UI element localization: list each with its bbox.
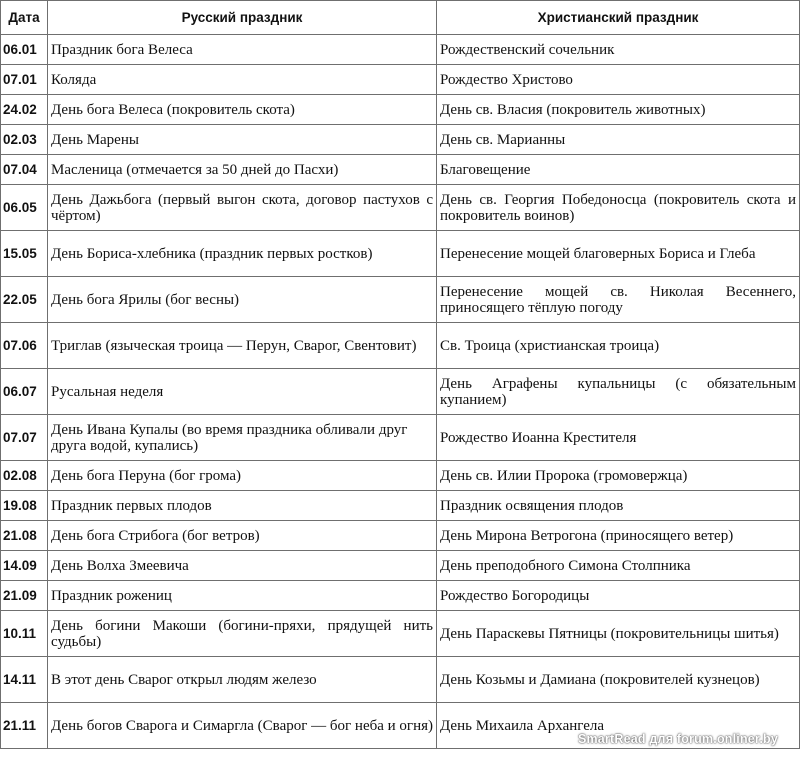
- header-russian: Русский праздник: [48, 1, 437, 35]
- russian-holiday-cell: День Марены: [48, 125, 437, 155]
- date-cell: 14.09: [1, 551, 48, 581]
- christian-holiday-cell: Рождественский сочельник: [437, 35, 800, 65]
- date-cell: 06.07: [1, 369, 48, 415]
- christian-holiday-cell: День преподобного Симона Столпника: [437, 551, 800, 581]
- date-cell: 14.11: [1, 657, 48, 703]
- russian-holiday-cell: Масленица (отмечается за 50 дней до Пасхи): [48, 155, 437, 185]
- russian-holiday-cell: День богини Макоши (богини-пряхи, прядущей нить судьбы): [48, 611, 437, 657]
- date-cell: 07.04: [1, 155, 48, 185]
- table-row: [1, 491, 800, 521]
- christian-holiday-cell: День Параскевы Пятницы (покровительницы шитья): [437, 611, 800, 657]
- christian-holiday-cell: Рождество Христово: [437, 65, 800, 95]
- russian-holiday-cell: День Бориса-хлебника (праздник первых ростков): [48, 231, 437, 277]
- russian-holiday-cell: День бога Стрибога (бог ветров): [48, 521, 437, 551]
- date-cell: 21.11: [1, 703, 48, 749]
- date-cell: 15.05: [1, 231, 48, 277]
- christian-holiday-cell: Благовещение: [437, 155, 800, 185]
- watermark: SmartRead для forum.onliner.by: [577, 732, 778, 746]
- russian-holiday-cell: В этот день Сварог открыл людям железо: [48, 657, 437, 703]
- russian-holiday-cell: Триглав (языческая троица — Перун, Сварог, Свентовит): [48, 323, 437, 369]
- table-row: [1, 521, 800, 551]
- christian-holiday-cell: День Мирона Ветрогона (приносящего ветер): [437, 521, 800, 551]
- christian-holiday-cell: День св. Марианны: [437, 125, 800, 155]
- christian-holiday-cell: Перенесение мощей св. Николая Весеннего, приносящего тёплую погоду: [437, 277, 800, 323]
- russian-holiday-cell: День Волха Змеевича: [48, 551, 437, 581]
- russian-holiday-cell: День бога Перуна (бог грома): [48, 461, 437, 491]
- christian-holiday-cell: День Аграфены купальницы (с обязательным купанием): [437, 369, 800, 415]
- table-row: [1, 323, 800, 369]
- russian-holiday-cell: Русальная неделя: [48, 369, 437, 415]
- table-row: [1, 581, 800, 611]
- christian-holiday-cell: День Козьмы и Дамиана (покровителей кузнецов): [437, 657, 800, 703]
- table-row: [1, 415, 800, 461]
- table-row: [1, 95, 800, 125]
- christian-holiday-cell: Св. Троица (христианская троица): [437, 323, 800, 369]
- russian-holiday-cell: День богов Сварога и Симаргла (Сварог — бог неба и огня): [48, 703, 437, 749]
- christian-holiday-cell: Перенесение мощей благоверных Бориса и Глеба: [437, 231, 800, 277]
- russian-holiday-cell: День бога Велеса (покровитель скота): [48, 95, 437, 125]
- table-row: [1, 551, 800, 581]
- table-row: [1, 125, 800, 155]
- date-cell: 07.07: [1, 415, 48, 461]
- table-row: [1, 231, 800, 277]
- date-cell: 02.08: [1, 461, 48, 491]
- table-row: [1, 657, 800, 703]
- header-christian: Христианский праздник: [437, 1, 800, 35]
- russian-holiday-cell: Праздник рожениц: [48, 581, 437, 611]
- table-row: [1, 155, 800, 185]
- christian-holiday-cell: День Михаила Архангела: [437, 703, 800, 749]
- table-row: [1, 461, 800, 491]
- date-cell: 10.11: [1, 611, 48, 657]
- russian-holiday-cell: День Дажьбога (первый выгон скота, договор пастухов с чёртом): [48, 185, 437, 231]
- date-cell: 24.02: [1, 95, 48, 125]
- christian-holiday-cell: Рождество Богородицы: [437, 581, 800, 611]
- header-date: Дата: [1, 1, 48, 35]
- russian-holiday-cell: Праздник первых плодов: [48, 491, 437, 521]
- christian-holiday-cell: День св. Илии Пророка (громовержца): [437, 461, 800, 491]
- date-cell: 21.09: [1, 581, 48, 611]
- table-row: [1, 611, 800, 657]
- table-row: [1, 369, 800, 415]
- christian-holiday-cell: День св. Георгия Победоносца (покровитель скота и покровитель воинов): [437, 185, 800, 231]
- table-row: [1, 65, 800, 95]
- russian-holiday-cell: День бога Ярилы (бог весны): [48, 277, 437, 323]
- table-row: [1, 35, 800, 65]
- date-cell: 02.03: [1, 125, 48, 155]
- christian-holiday-cell: Рождество Иоанна Крестителя: [437, 415, 800, 461]
- date-cell: 07.01: [1, 65, 48, 95]
- date-cell: 06.05: [1, 185, 48, 231]
- date-cell: 19.08: [1, 491, 48, 521]
- table-row: [1, 277, 800, 323]
- date-cell: 06.01: [1, 35, 48, 65]
- russian-holiday-cell: Коляда: [48, 65, 437, 95]
- date-cell: 22.05: [1, 277, 48, 323]
- header-row: [1, 1, 800, 35]
- christian-holiday-cell: Праздник освящения плодов: [437, 491, 800, 521]
- date-cell: 21.08: [1, 521, 48, 551]
- russian-holiday-cell: День Ивана Купалы (во время праздника обливали друг друга водой, купались): [48, 415, 437, 461]
- russian-holiday-cell: Праздник бога Велеса: [48, 35, 437, 65]
- table-row: [1, 185, 800, 231]
- christian-holiday-cell: День св. Власия (покровитель животных): [437, 95, 800, 125]
- date-cell: 07.06: [1, 323, 48, 369]
